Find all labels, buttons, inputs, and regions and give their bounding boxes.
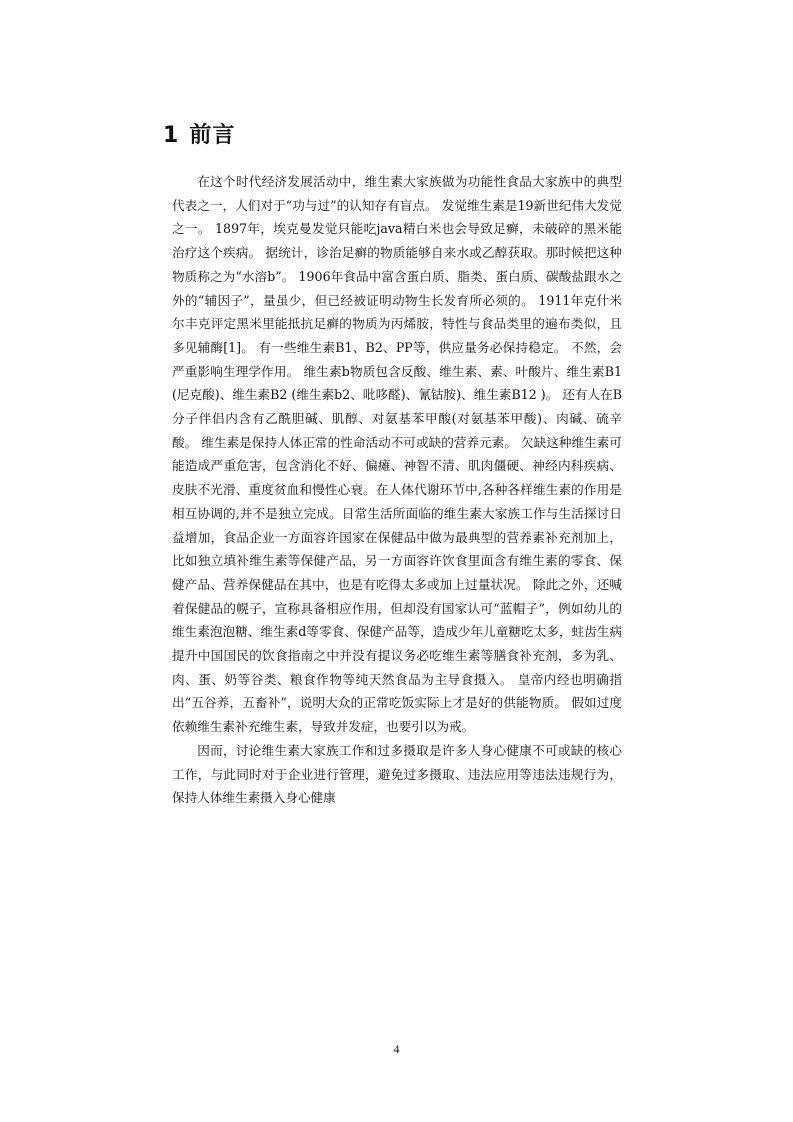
- page-number: 4: [393, 1042, 400, 1056]
- section-heading: [163, 118, 235, 149]
- section-title: 前言: [189, 123, 236, 148]
- section-number: 1: [163, 123, 180, 148]
- paragraph: 因而，讨论维生素大家族工作和过多摄取是许多人身心健康不可或缺的核心工作，与此同时对于企业进行管理，避免过多摄取、违法应用等违法违规行为，保持人体维生素摄入身心健康: [172, 742, 622, 806]
- paragraph: 在这个时代经济发展活动中，维生素大家族做为功能性食品大家族中的典型代表之一，人们对于“功与过”的认知存有盲点。 发觉维生素是19新世纪伟大发觉之一。 1897年，埃克曼发觉只能吃java精白米也会导致足癣，未破碎的黑米能治疗这个疾病。 据统计，诊治足癣的物质能够自来水或乙醇获取。那时候把这种物质称之为“水溶b”。 1906年食品中富含蛋白质、脂类、蛋白质、碳酸盐跟水之外的“辅因子”，量虽少，但已经被证明动物生长发育所必须的。 1911年克什米尔丰克评定黑米里能抵抗足癣的物质为丙烯胺，特性与食品类里的遍布类似，且多见辅酶[1]。 有一些维生素B1、B2、PP等，供应量务必保持稳定。 不然，会严重影响生理学作用。 维生素b物质包含反酸、维生素、素、叶酸片、维生素B1 (尼克酸)、维生素B2 (维生素b2、吡哆醛)、氰钴胺)、维生素B12 )。 还有人在B分子伴侣内含有乙酰胆碱、肌醇、对氨基苯甲酸(对氨基苯甲酸)、肉碱、硫辛酸。 维生素是保持人体正常的性命活动不可或缺的营养元素。 欠缺这种维生素可能造成严重危害，包含消化不好、偏瘫、神智不清、肌肉僵硬、神经内科疾病、皮肤不光滑、重度贫血和慢性心衰。在人体代谢环节中,各种各样维生素的作用是相互协调的,并不是独立完成。日常生活所面临的维生素大家族工作与生活探讨日益增加，食品企业一方面容许国家在保健品中做为最典型的营养素补充剂加上，比如独立填补维生素等保健产品，另一方面容许饮食里面含有维生素的零食、保健产品、营养保健品在其中，也是有吃得太多或加上过量状况。 除此之外，还喊着保健品的幌子，宣称具备相应作用，但却没有国家认可“蓝帽子”，例如幼儿的维生素泡泡糖、维生素d等零食、保健产品等，造成少年儿童糖吃太多，蛀齿生病提升中国国民的饮食指南之中并没有提议务必吃维生素等膳食补充剂，多为乳、肉、蛋、奶等谷类、粮食作物等纯天然食品为主导食摄入。 皇帝内经也明确指出“五谷养，五畜补”，说明大众的正常吃饭实际上才是好的供能物质。 假如过度依赖维生素补充维生素，导致并发症，也要引以为戒。: [172, 174, 622, 735]
- body-text: [172, 170, 622, 810]
